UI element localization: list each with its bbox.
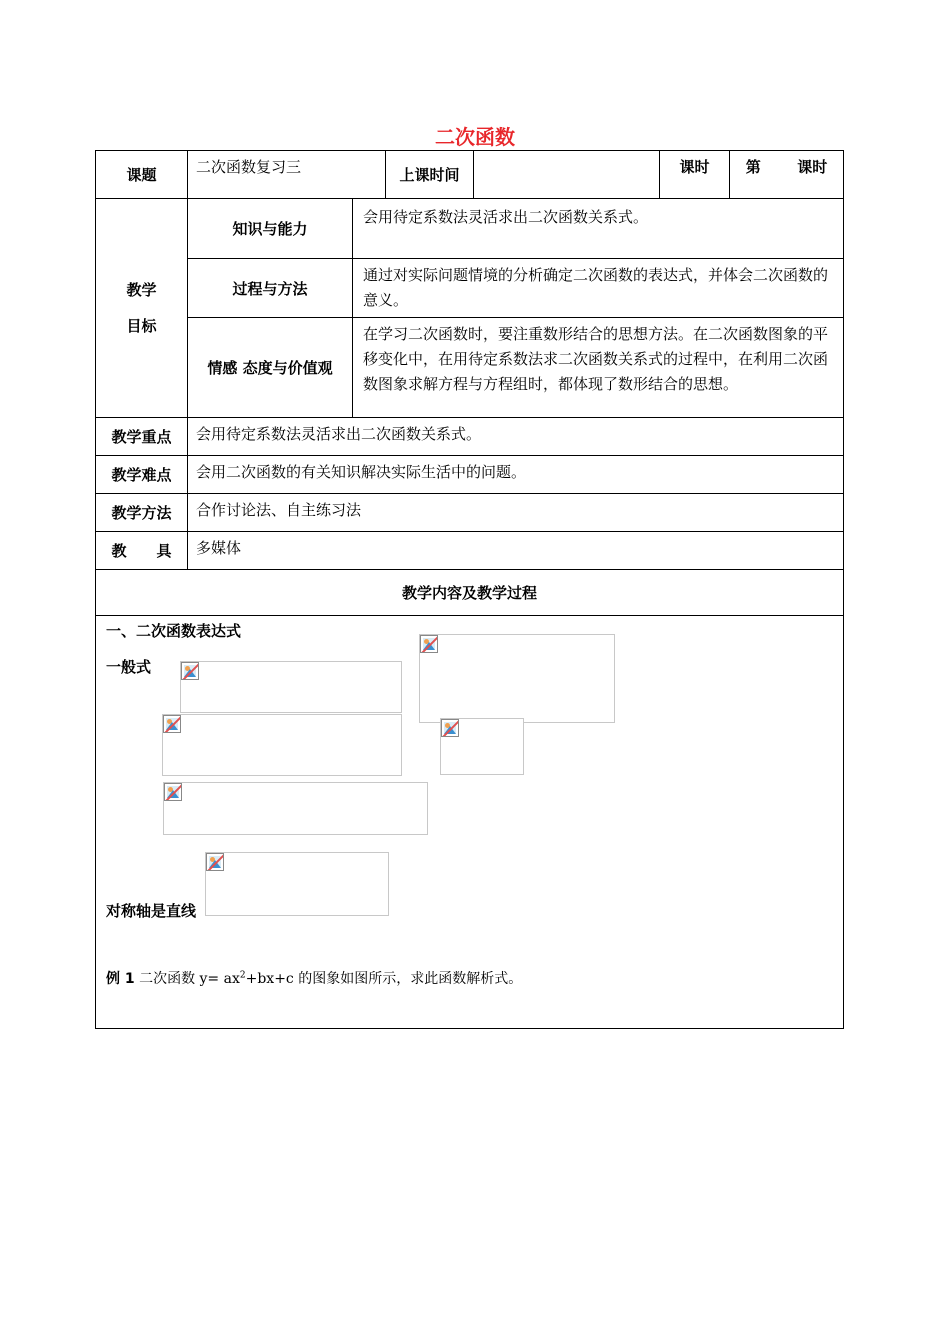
info-label: 教学重点: [96, 418, 188, 456]
goal-label-process: 过程与方法: [188, 259, 353, 318]
lesson-plan-table: [95, 150, 844, 1029]
goal-row: [96, 259, 844, 318]
example-text: 二次函数 y= ax: [139, 971, 240, 987]
goal-row: [96, 199, 844, 259]
broken-image-icon: [164, 783, 182, 801]
formula-image: [440, 718, 524, 775]
broken-image-icon: [420, 635, 438, 653]
info-row: [96, 494, 844, 532]
section-title: 一、二次函数表达式: [106, 622, 242, 640]
formula-image: [180, 661, 402, 713]
axis-label: 对称轴是直线: [106, 902, 197, 920]
formula-image: [162, 714, 402, 776]
goal-text-attitude: 在学习二次函数时，要注重数形结合的思想方法。在二次函数图象的平移变化中，在用待定系数法求二次函数关系式的过程中，在利用二次函数图象求解方程与方程组时，都体现了数形结合的思想。: [353, 318, 844, 418]
example-text-rest: +bx+c 的图象如图所示，求此函数解析式。: [245, 971, 523, 987]
info-text: 会用二次函数的有关知识解决实际生活中的问题。: [188, 456, 844, 494]
period-prefix: 第: [745, 158, 761, 176]
info-row: [96, 456, 844, 494]
topic-value: 二次函数复习三: [188, 151, 386, 199]
goals-label: 教学 目标: [96, 199, 188, 418]
info-text: 多媒体: [188, 532, 844, 570]
info-row: [96, 532, 844, 570]
period-suffix: 课时: [797, 158, 828, 176]
goal-text-knowledge: 会用待定系数法灵活求出二次函数关系式。: [353, 199, 844, 259]
goal-row: [96, 318, 844, 418]
topic-label: 课题: [96, 151, 188, 199]
process-header: 教学内容及教学过程: [96, 570, 844, 616]
info-row: [96, 418, 844, 456]
broken-image-icon: [441, 719, 459, 737]
goal-label-attitude: 情感 态度与价值观: [188, 318, 353, 418]
period-label: 课时: [660, 151, 730, 199]
formula-image: [163, 782, 428, 835]
broken-image-icon: [163, 715, 181, 733]
process-header-row: [96, 570, 844, 616]
formula-image: [205, 852, 389, 916]
formula-image: [419, 634, 615, 723]
period-value: [730, 151, 844, 199]
general-form-label: 一般式: [106, 658, 152, 676]
info-text: 合作讨论法、自主练习法: [188, 494, 844, 532]
content-cell: [96, 616, 844, 1029]
broken-image-icon: [181, 662, 199, 680]
info-label: 教学难点: [96, 456, 188, 494]
goal-label-knowledge: 知识与能力: [188, 199, 353, 259]
example-1: [106, 968, 522, 988]
page-title: 二次函数: [435, 125, 515, 149]
time-value: [474, 151, 660, 199]
content-row: [96, 616, 844, 1029]
info-label: 教学方法: [96, 494, 188, 532]
broken-image-icon: [206, 853, 224, 871]
goal-text-process: 通过对实际问题情境的分析确定二次函数的表达式，并体会二次函数的意义。: [353, 259, 844, 318]
info-text: 会用待定系数法灵活求出二次函数关系式。: [188, 418, 844, 456]
header-row: [96, 151, 844, 199]
info-label: 教 具: [96, 532, 188, 570]
example-label: 例 1: [106, 971, 135, 987]
time-label: 上课时间: [386, 151, 474, 199]
example-sup: 2: [239, 970, 246, 981]
